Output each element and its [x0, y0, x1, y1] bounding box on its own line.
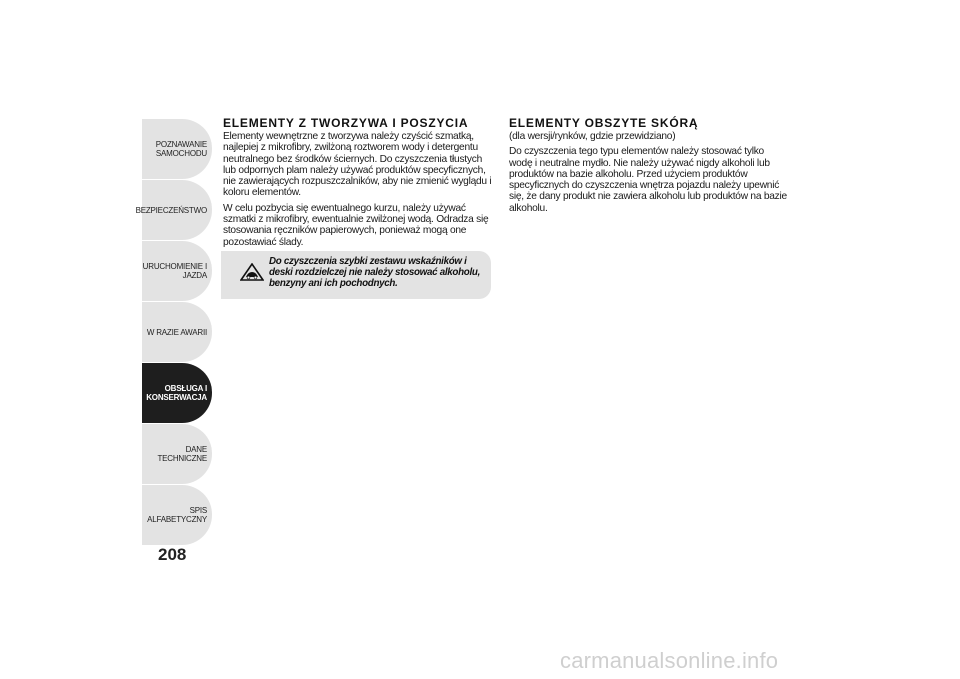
right-column: [509, 117, 789, 218]
page-number: 208: [158, 545, 187, 564]
paragraph: Do czyszczenia tego typu elementów należy stosować tylko wodę i neutralne mydło. Nie należy używać nigdy alkoholi lub produktów na bazie alkoholu. Przed użyciem produktów specyficznych do czyszczenia wnętrza pojazdu należy upewnić się, że dany produkt nie zawiera alkoholu lub produktów na bazie alkoholu.: [509, 146, 787, 214]
tab-label: POZNAWANIE SAMOCHODU: [155, 140, 207, 158]
tab-label: SPIS ALFABETYCZNY: [147, 506, 207, 524]
tab-uruchomienie-jazda[interactable]: [142, 240, 212, 301]
paragraph: W celu pozbycia się ewentualnego kurzu, należy używać szmatki z mikrofibry, ewentualnie zwilżonej wodą. Odradza się stosowania ręczników papierowych, ponieważ mogą one pozostawiać ślady.: [223, 202, 489, 248]
tab-label: URUCHOMIENIE I JAZDA: [142, 262, 207, 280]
paragraph: Elementy wewnętrzne z tworzywa należy czyścić szmatką, najlepiej z mikrofibry, zwilżoną roztworem wody i detergentu neutralnego bez środków ściernych. Do czyszczenia tłustych lub odpornych plam należy używać produktów specyficznych, nie zawierających rozpuszczalników, aby nie zmienić wyglądu i koloru elementów.: [223, 131, 492, 199]
warning-note: [221, 251, 491, 299]
left-column: [223, 117, 493, 252]
tab-label: OBSŁUGA I KONSERWACJA: [146, 384, 207, 402]
chapter-tabs: [135, 118, 212, 545]
tab-obsluga-konserwacja[interactable]: [142, 362, 212, 423]
tab-label: BEZPIECZEŃSTWO: [135, 205, 207, 215]
tab-w-razie-awarii[interactable]: [142, 301, 212, 362]
section-heading-plastic: ELEMENTY Z TWORZYWA I POSZYCIA: [223, 116, 469, 130]
section-heading-leather: ELEMENTY OBSZYTE SKÓRĄ: [509, 116, 699, 130]
tab-spis-alfabetyczny[interactable]: [142, 484, 212, 545]
subtitle: (dla wersji/rynków, gdzie przewidziano): [509, 131, 676, 142]
warning-note-text: Do czyszczenia szybki zestawu wskaźników i deski rozdzielczej nie należy stosować alkoholu, benzyny ani ich pochodnych.: [269, 256, 481, 289]
tab-label: DANE TECHNICZNE: [157, 445, 207, 463]
watermark: carmanualsonline.info: [560, 648, 779, 673]
tab-bezpieczenstwo[interactable]: [135, 179, 212, 240]
car-warning-icon: [240, 263, 264, 281]
tab-poznawanie-samochodu[interactable]: [142, 118, 212, 179]
tab-dane-techniczne[interactable]: [142, 423, 212, 484]
tab-label: W RAZIE AWARII: [146, 327, 207, 337]
